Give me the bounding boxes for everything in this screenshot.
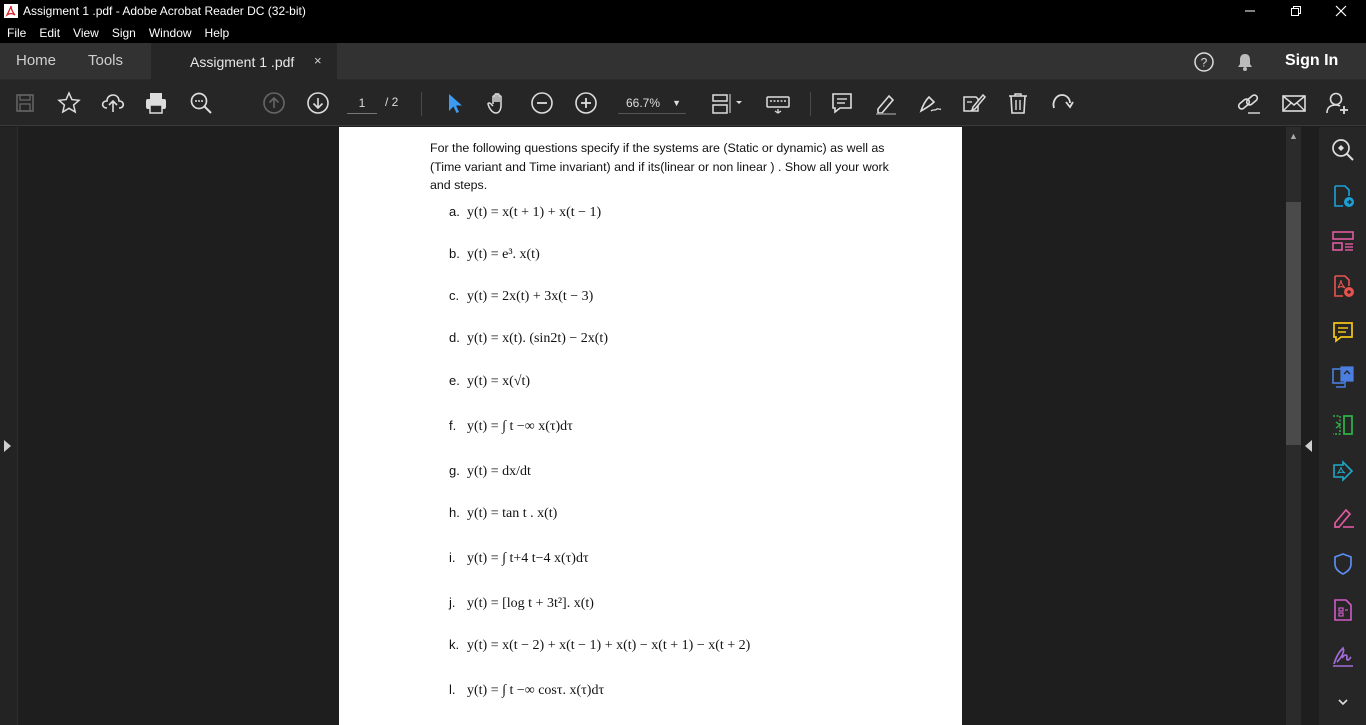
question-expression: y(t) = e³. x(t): [467, 247, 540, 262]
question-label: f.: [449, 418, 457, 433]
toolbar-divider: [421, 92, 422, 116]
question-expression: y(t) = x(√t): [467, 374, 531, 389]
star-icon[interactable]: [56, 91, 82, 115]
expand-left-panel-icon[interactable]: [4, 440, 11, 452]
save-icon[interactable]: [12, 91, 38, 115]
email-icon[interactable]: [1281, 91, 1307, 115]
question-expression: y(t) = x(t). (sin2t) − 2x(t): [467, 331, 608, 346]
organize-pages-icon[interactable]: [1330, 228, 1356, 254]
hand-icon[interactable]: [485, 91, 511, 115]
combine-files-icon[interactable]: [1330, 364, 1356, 390]
vertical-scrollbar[interactable]: [1286, 127, 1301, 725]
question-label: d.: [449, 330, 460, 345]
select-cursor-icon[interactable]: [441, 91, 467, 115]
protect-icon[interactable]: [1330, 551, 1356, 577]
question-expression: y(t) = ∫ t −∞ x(τ)dτ: [467, 419, 573, 434]
question-label: a.: [449, 204, 460, 219]
question-label: b.: [449, 246, 460, 261]
zoom-tool-icon[interactable]: [1330, 137, 1356, 163]
pdf-page: [339, 127, 962, 725]
question-expression: y(t) = ∫ t+4 t−4 x(τ)dτ: [467, 551, 589, 566]
upload-icon[interactable]: [100, 91, 126, 115]
question-b: [449, 246, 540, 263]
tab-document[interactable]: [151, 43, 337, 80]
question-expression: y(t) = x(t − 2) + x(t − 1) + x(t) − x(t + 1) − x(t + 2): [467, 638, 751, 653]
menu-file[interactable]: File: [7, 25, 27, 40]
instructions-text: For the following questions specify if the systems are (Static or dynamic) as well as (Time variant and Time invariant) and if its(linear or non linear ) . Show all your work and steps.: [430, 141, 889, 192]
delete-icon[interactable]: [1005, 91, 1031, 115]
notification-bell-icon[interactable]: [1235, 51, 1255, 78]
sign-in-button[interactable]: Sign In: [1285, 52, 1339, 69]
main-toolbar: [0, 80, 1366, 126]
question-label: l.: [449, 682, 456, 697]
fill-sign-icon[interactable]: [1330, 504, 1356, 530]
left-panel-toggle[interactable]: [0, 127, 18, 725]
question-label: g.: [449, 463, 460, 478]
title-bar: [0, 0, 1366, 22]
minimize-button[interactable]: [1227, 0, 1273, 22]
export-pdf-icon[interactable]: [1330, 183, 1356, 209]
collapse-right-panel-icon[interactable]: [1305, 440, 1312, 452]
question-label: j.: [449, 595, 456, 610]
rotate-icon[interactable]: [1049, 91, 1075, 115]
share-link-icon[interactable]: [1236, 91, 1262, 115]
edit-pdf-icon[interactable]: [1330, 458, 1356, 484]
tab-document-label: Assigment 1 .pdf: [190, 54, 295, 70]
menu-window[interactable]: Window: [148, 25, 192, 40]
question-expression: y(t) = ∫ t −∞ cosτ. x(τ)dτ: [467, 683, 605, 698]
zoom-out-icon[interactable]: [529, 91, 555, 115]
comment-tool-icon[interactable]: [1330, 319, 1356, 345]
scrollbar-thumb[interactable]: [1286, 202, 1301, 445]
question-label: h.: [449, 505, 460, 520]
question-l: [449, 682, 604, 699]
menu-view[interactable]: View: [73, 25, 99, 40]
sign-icon[interactable]: [917, 91, 943, 115]
question-label: c.: [449, 288, 460, 303]
zoom-level-value: 66.7%: [626, 96, 661, 110]
tab-bar: [0, 43, 1366, 80]
question-k: [449, 637, 750, 654]
page-up-icon[interactable]: [261, 91, 287, 115]
question-expression: y(t) = [log t + 3t²]. x(t): [467, 596, 594, 611]
tab-home[interactable]: Home: [16, 52, 57, 69]
svg-text:?: ?: [1200, 55, 1208, 70]
question-a: [449, 204, 601, 221]
zoom-level-select[interactable]: [618, 92, 686, 114]
request-signature-icon[interactable]: [1330, 643, 1356, 669]
create-pdf-icon[interactable]: [1330, 273, 1356, 299]
find-icon[interactable]: [188, 91, 214, 115]
acrobat-logo-icon: [4, 4, 18, 18]
edit-text-icon[interactable]: [961, 91, 987, 115]
question-e: [449, 373, 530, 390]
menu-help[interactable]: Help: [204, 25, 230, 40]
close-window-button[interactable]: [1318, 0, 1364, 22]
question-g: [449, 463, 531, 480]
highlight-icon[interactable]: [873, 91, 899, 115]
question-label: i.: [449, 550, 456, 565]
question-expression: y(t) = 2x(t) + 3x(t − 3): [467, 289, 594, 304]
right-panel-toggle[interactable]: [1301, 127, 1319, 725]
restore-button[interactable]: [1273, 0, 1319, 22]
tools-pane: [1319, 127, 1366, 725]
print-icon[interactable]: [143, 91, 169, 115]
question-c: [449, 288, 593, 305]
tab-tools[interactable]: Tools: [88, 52, 124, 69]
keyboard-icon[interactable]: [763, 91, 793, 115]
window-title: Assigment 1 .pdf - Adobe Acrobat Reader DC (32-bit): [23, 4, 306, 18]
zoom-in-icon[interactable]: [573, 91, 599, 115]
toolbar-divider: [810, 92, 811, 116]
question-h: [449, 505, 557, 522]
question-expression: y(t) = dx/dt: [467, 464, 531, 479]
question-j: [449, 595, 594, 612]
question-expression: y(t) = x(t + 1) + x(t − 1): [467, 205, 602, 220]
page-number-input[interactable]: 1: [347, 92, 377, 114]
more-tools-icon[interactable]: [1330, 697, 1356, 709]
menu-sign[interactable]: Sign: [111, 25, 136, 40]
page-down-icon[interactable]: [305, 91, 331, 115]
close-tab-icon[interactable]: ×: [314, 53, 322, 68]
forms-icon[interactable]: [1330, 597, 1356, 623]
question-expression: y(t) = tan t . x(t): [467, 506, 558, 521]
question-label: k.: [449, 637, 460, 652]
scroll-up-icon[interactable]: ▲: [1289, 131, 1298, 141]
comment-icon[interactable]: [829, 91, 855, 115]
scan-ocr-icon[interactable]: [1330, 412, 1356, 438]
help-icon[interactable]: [1193, 51, 1215, 78]
question-i: [449, 550, 589, 567]
add-user-icon[interactable]: [1325, 91, 1351, 115]
page-total: / 2: [385, 95, 399, 109]
menu-bar: [0, 22, 1366, 43]
chevron-down-icon: ▼: [672, 98, 681, 108]
question-label: e.: [449, 373, 460, 388]
menu-edit[interactable]: Edit: [39, 25, 61, 40]
question-f: [449, 418, 573, 435]
page-layout-icon[interactable]: [709, 91, 745, 115]
question-d: [449, 330, 608, 347]
